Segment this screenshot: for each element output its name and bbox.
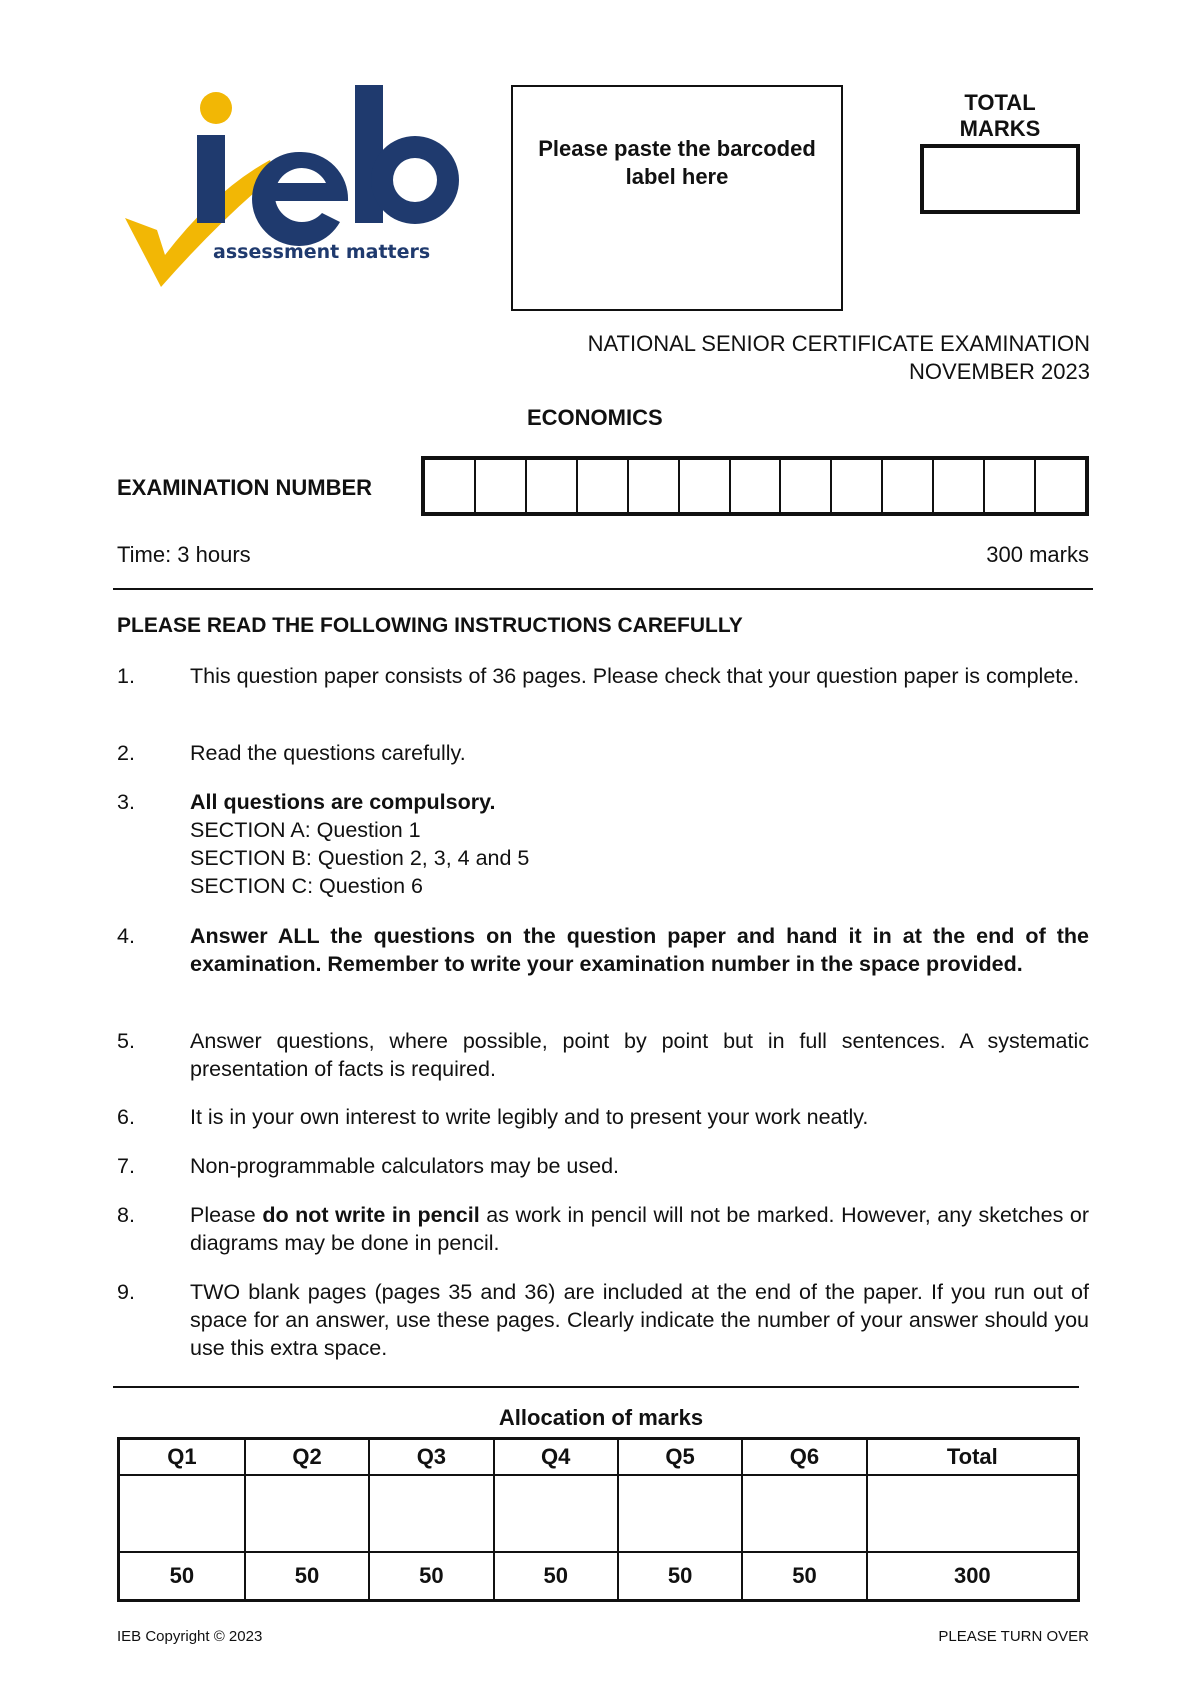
footer-copyright: IEB Copyright © 2023 [117, 1628, 263, 1645]
section-line: SECTION A: Question 1 [190, 818, 421, 842]
exam-number-cell[interactable] [527, 460, 578, 512]
max-mark-cell: 50 [618, 1552, 742, 1601]
i-dot-icon [200, 92, 232, 124]
instruction-item [117, 1027, 1089, 1083]
max-mark-cell: 50 [119, 1552, 245, 1601]
logo-tagline: assessment matters [213, 241, 431, 263]
instruction-text: Non-programmable calculators may be used. [190, 1154, 620, 1178]
exam-number-grid[interactable] [421, 456, 1089, 516]
allocation-header-cell: Q4 [494, 1439, 618, 1476]
instruction-number: 5. [117, 1029, 135, 1053]
instruction-text: Answer questions, where possible, point by point but in full sentences. A systematic presentation of facts is required. [190, 1029, 1089, 1081]
instruction-text: Read the questions carefully. [190, 741, 466, 765]
exam-number-cell[interactable] [425, 460, 476, 512]
instruction-item [117, 1278, 1089, 1362]
allocation-title: Allocation of marks [498, 1405, 704, 1430]
section-line: SECTION C: Question 6 [190, 874, 423, 898]
exam-number-cell[interactable] [1036, 460, 1085, 512]
exam-title [480, 330, 1090, 386]
instruction-text: TWO blank pages (pages 35 and 36) are included at the end of the paper. If you run out of space for an answer, use these pages. Clearly indicate the number of your answer should you use this extra space. [190, 1280, 1089, 1360]
allocation-header-cell: Q5 [618, 1439, 742, 1476]
total-marks-line1: TOTAL [964, 90, 1036, 115]
exam-number-cell[interactable] [578, 460, 629, 512]
instruction-number: 2. [117, 741, 135, 765]
max-mark-cell: 50 [245, 1552, 369, 1601]
allocation-header-cell: Q2 [245, 1439, 369, 1476]
exam-number-cell[interactable] [934, 460, 985, 512]
instructions-heading: PLEASE READ THE FOLLOWING INSTRUCTIONS CAREFULLY [117, 614, 743, 637]
exam-number-label: EXAMINATION NUMBER [117, 475, 373, 500]
total-marks-line2: MARKS [959, 116, 1041, 141]
divider [113, 588, 1093, 590]
barcode-text-line1: Please paste the barcoded [538, 136, 816, 161]
instruction-number: 6. [117, 1105, 135, 1129]
score-entry-cell[interactable] [742, 1475, 866, 1552]
score-entry-cell[interactable] [867, 1475, 1079, 1552]
instruction-text: It is in your own interest to write legibly and to present your work neatly. [190, 1105, 869, 1129]
allocation-score-row [119, 1475, 1079, 1552]
instruction-bold-text: Answer ALL the questions on the question paper and hand it in at the end of the examination. Remember to write your examination number in the space provided. [190, 924, 1089, 976]
score-entry-cell[interactable] [369, 1475, 493, 1552]
exam-number-cell[interactable] [781, 460, 832, 512]
barcode-label-box [511, 85, 843, 311]
footer-turn-over: PLEASE TURN OVER [938, 1628, 1089, 1645]
score-entry-cell[interactable] [494, 1475, 618, 1552]
instruction-bold-text: All questions are compulsory. [190, 790, 496, 814]
instruction-number: 9. [117, 1280, 135, 1304]
exam-time: Time: 3 hours [117, 542, 251, 567]
instruction-number: 4. [117, 924, 135, 948]
allocation-header-cell: Q3 [369, 1439, 493, 1476]
total-marks-label [920, 90, 1080, 142]
instruction-text: This question paper consists of 36 pages. Please check that your question paper is complete. [190, 664, 1080, 688]
instruction-item [117, 1103, 1089, 1131]
instruction-text: Please [190, 1203, 263, 1227]
ieb-logo [125, 80, 470, 310]
total-marks-box[interactable] [920, 144, 1080, 214]
allocation-header-row [119, 1439, 1079, 1476]
instruction-text: as work in pencil will not be marked. However, any sketches or diagrams may be done in pencil. [190, 1203, 1090, 1255]
subject-title: ECONOMICS [527, 405, 663, 430]
exam-title-line1: NATIONAL SENIOR CERTIFICATE EXAMINATION [587, 331, 1090, 356]
max-mark-cell: 300 [867, 1552, 1079, 1601]
divider [113, 1386, 1079, 1388]
allocation-header-cell: Total [867, 1439, 1079, 1476]
max-mark-cell: 50 [369, 1552, 493, 1601]
barcode-text-line2: label here [625, 164, 729, 189]
instruction-number: 8. [117, 1203, 135, 1227]
score-entry-cell[interactable] [245, 1475, 369, 1552]
instruction-item [117, 788, 1089, 900]
score-entry-cell[interactable] [119, 1475, 245, 1552]
instruction-item [117, 662, 1089, 690]
exam-marks: 300 marks [986, 542, 1089, 567]
exam-number-cell[interactable] [985, 460, 1036, 512]
max-mark-cell: 50 [742, 1552, 866, 1601]
exam-number-cell[interactable] [629, 460, 680, 512]
exam-number-cell[interactable] [476, 460, 527, 512]
instruction-bold-text: do not write in pencil [262, 1203, 480, 1227]
instruction-number: 7. [117, 1154, 135, 1178]
exam-number-cell[interactable] [680, 460, 731, 512]
exam-number-cell[interactable] [883, 460, 934, 512]
max-mark-cell: 50 [494, 1552, 618, 1601]
instruction-item [117, 1201, 1089, 1257]
ieb-logo-graphic [125, 80, 470, 310]
allocation-table [117, 1437, 1080, 1602]
exam-title-line2: NOVEMBER 2023 [909, 359, 1090, 384]
instruction-item [117, 739, 1089, 767]
allocation-header-cell: Q6 [742, 1439, 866, 1476]
instruction-number: 3. [117, 790, 135, 814]
score-entry-cell[interactable] [618, 1475, 742, 1552]
instruction-number: 1. [117, 664, 135, 688]
exam-number-cell[interactable] [731, 460, 782, 512]
exam-number-cell[interactable] [832, 460, 883, 512]
instruction-item [117, 922, 1089, 978]
section-line: SECTION B: Question 2, 3, 4 and 5 [190, 846, 530, 870]
instruction-item [117, 1152, 1089, 1180]
allocation-header-cell: Q1 [119, 1439, 245, 1476]
allocation-marks-row [119, 1552, 1079, 1601]
